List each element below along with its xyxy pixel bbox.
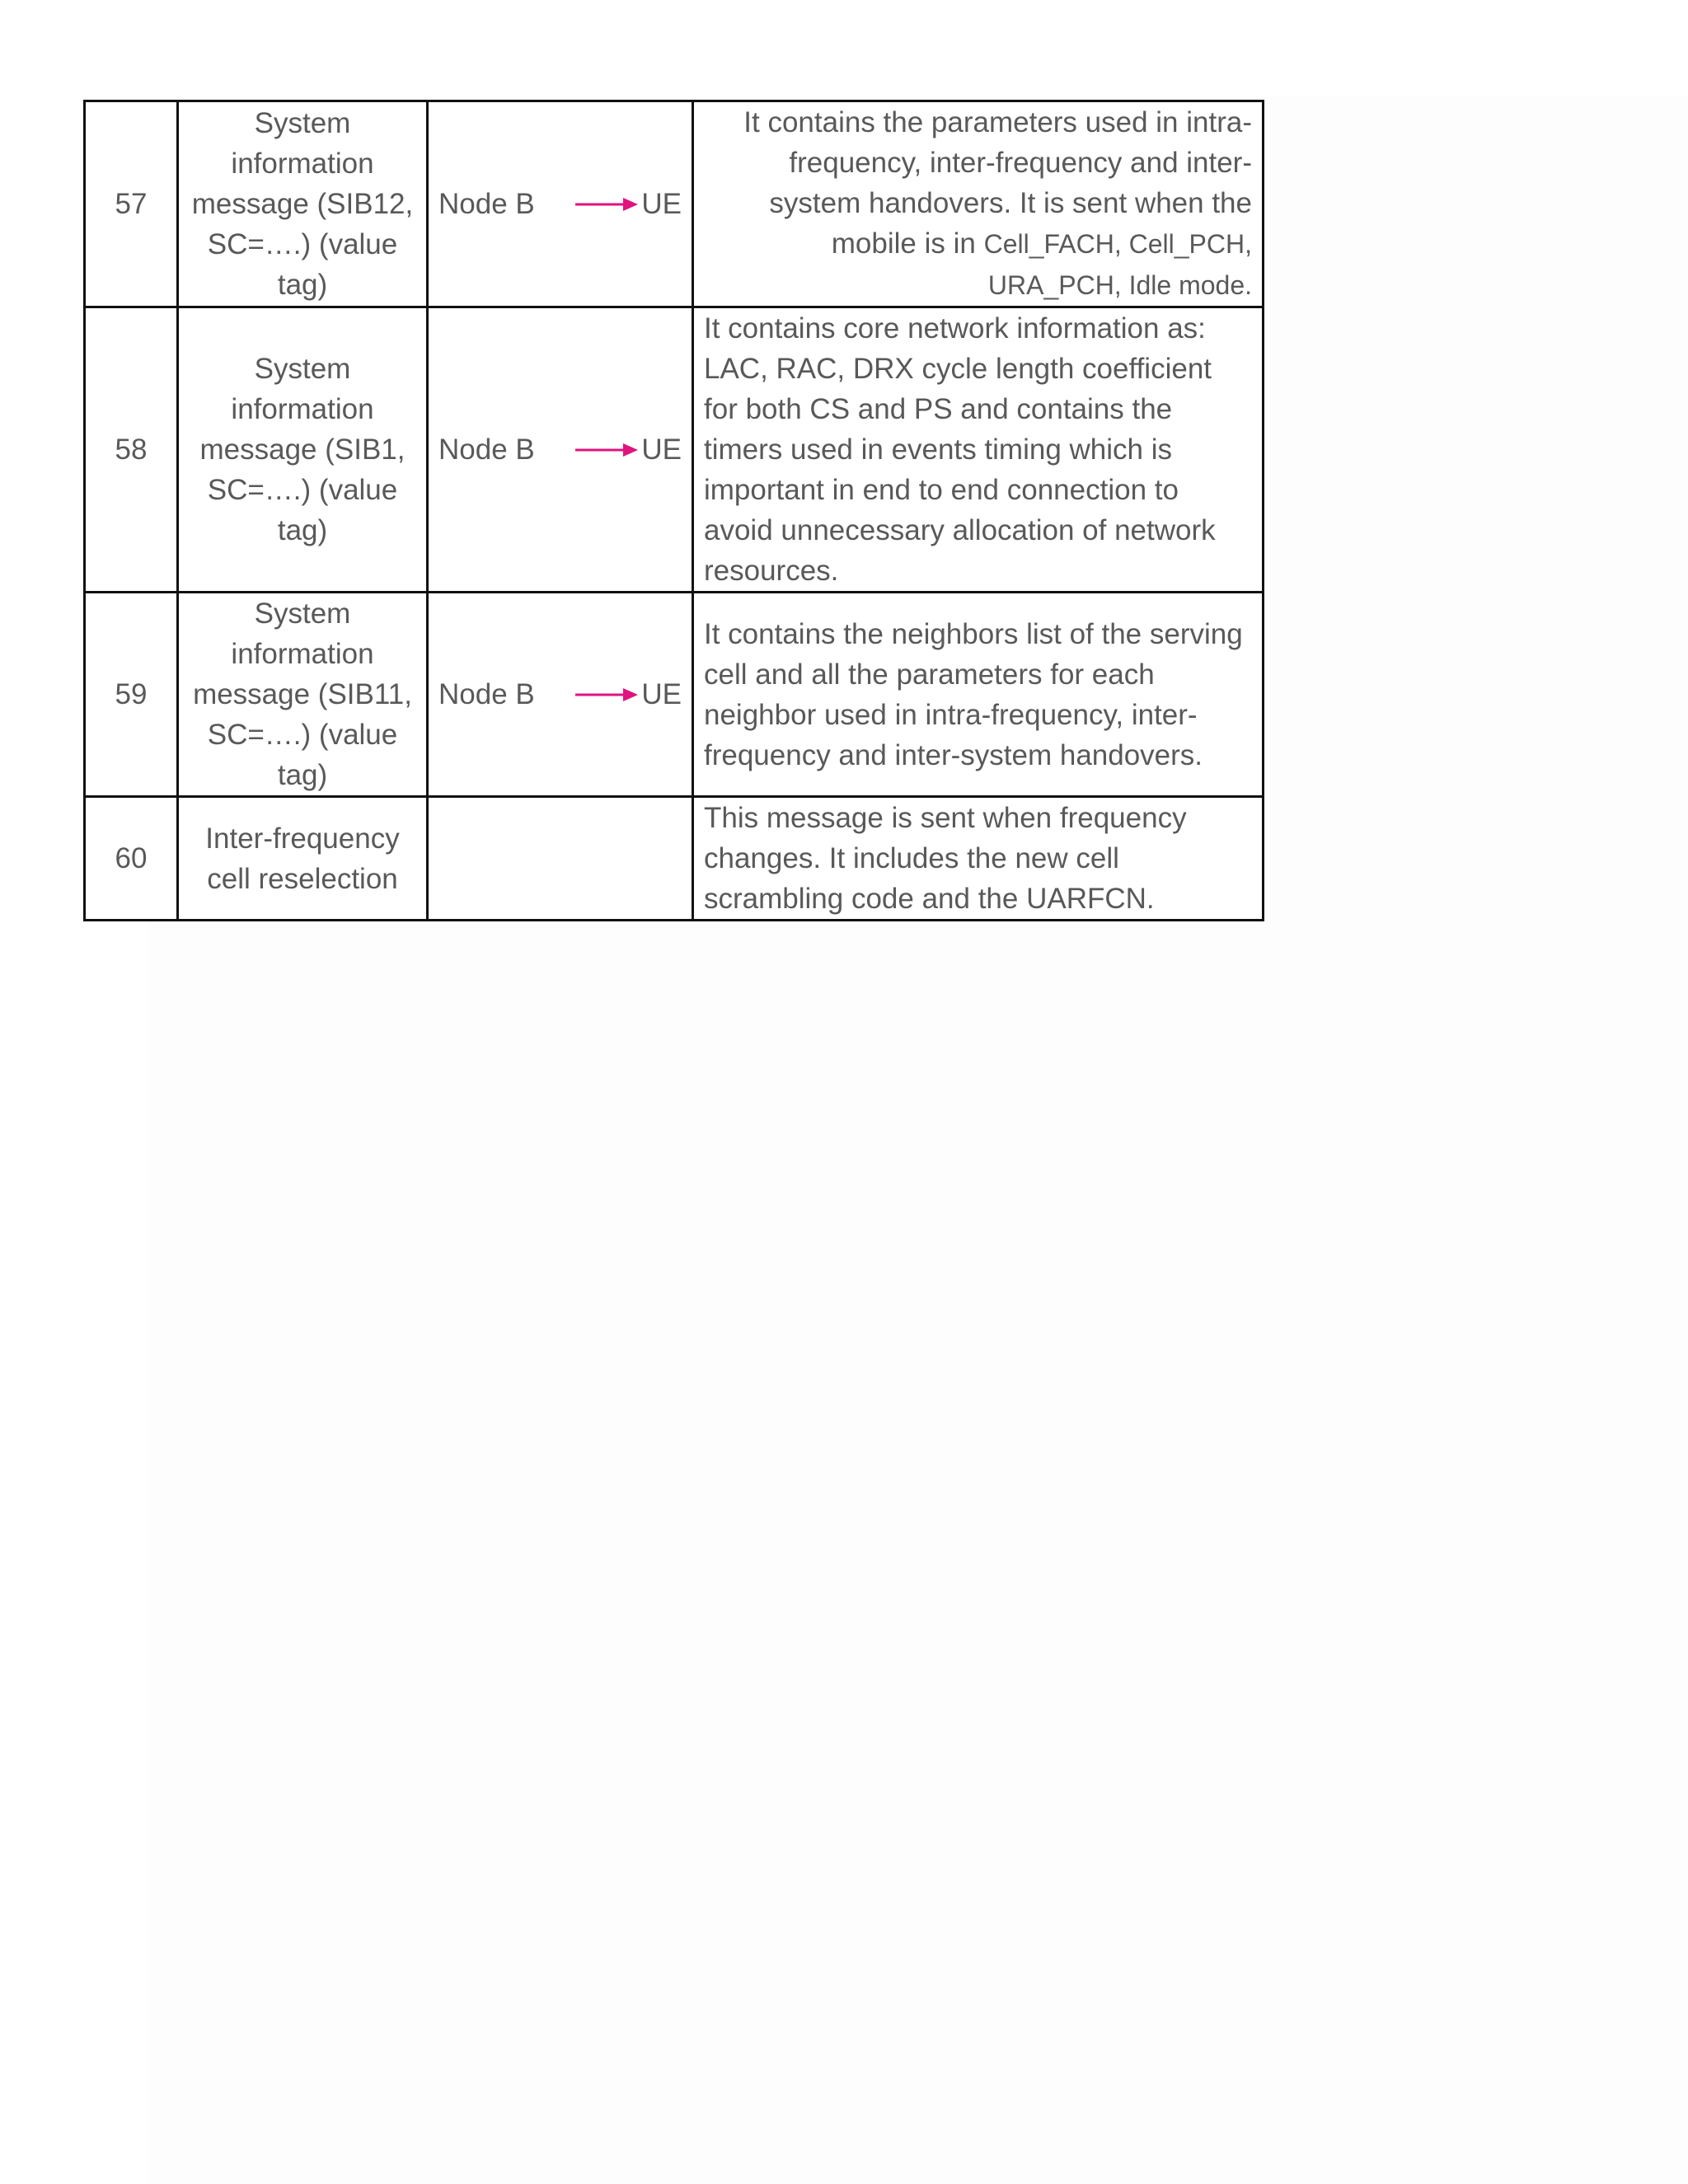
message-description bbox=[693, 101, 1264, 307]
page-top-margin bbox=[0, 0, 1688, 97]
message-name: System information message (SIB12, SC=….) (value tag) bbox=[178, 101, 428, 307]
message-number: 57 bbox=[85, 101, 178, 307]
message-direction bbox=[428, 307, 693, 593]
message-direction bbox=[428, 797, 693, 921]
message-number: 60 bbox=[85, 797, 178, 921]
direction-target: UE bbox=[641, 678, 682, 710]
description-main: It contains the parameters used in intra-frequency, inter-frequency and inter-system handovers. It is sent when the mobile is in bbox=[743, 106, 1252, 260]
message-direction bbox=[428, 593, 693, 797]
message-name: System information message (SIB11, SC=….) (value tag) bbox=[178, 593, 428, 797]
direction-target: UE bbox=[641, 434, 682, 466]
message-description: This message is sent when frequency changes. It includes the new cell scrambling code and the UARFCN. bbox=[693, 797, 1264, 921]
direction-source: Node B bbox=[438, 678, 535, 710]
message-number: 59 bbox=[85, 593, 178, 797]
description-states: Cell_FACH, Cell_PCH, URA_PCH, Idle mode. bbox=[983, 229, 1252, 300]
arrow-right-icon bbox=[575, 197, 641, 212]
message-description: It contains the neighbors list of the serving cell and all the parameters for each neighbor used in intra-frequency, inter-frequency and inter-system handovers. bbox=[693, 593, 1264, 797]
message-table bbox=[83, 100, 1264, 921]
direction-target: UE bbox=[641, 188, 682, 220]
direction-source: Node B bbox=[438, 434, 535, 466]
arrow-right-icon bbox=[575, 687, 641, 702]
message-direction bbox=[428, 101, 693, 307]
arrow-right-icon bbox=[575, 443, 641, 457]
message-description: It contains core network information as: LAC, RAC, DRX cycle length coefficient for both CS and PS and contains the timers used in events timing which is important in end to end connection to avoid unnecessary allocation of network resources. bbox=[693, 307, 1264, 593]
table-row bbox=[85, 593, 1264, 797]
table-row bbox=[85, 797, 1264, 921]
direction-source: Node B bbox=[438, 188, 535, 220]
message-name: System information message (SIB1, SC=….) (value tag) bbox=[178, 307, 428, 593]
message-name: Inter-frequency cell reselection bbox=[178, 797, 428, 921]
table-row bbox=[85, 101, 1264, 307]
message-number: 58 bbox=[85, 307, 178, 593]
table-row bbox=[85, 307, 1264, 593]
